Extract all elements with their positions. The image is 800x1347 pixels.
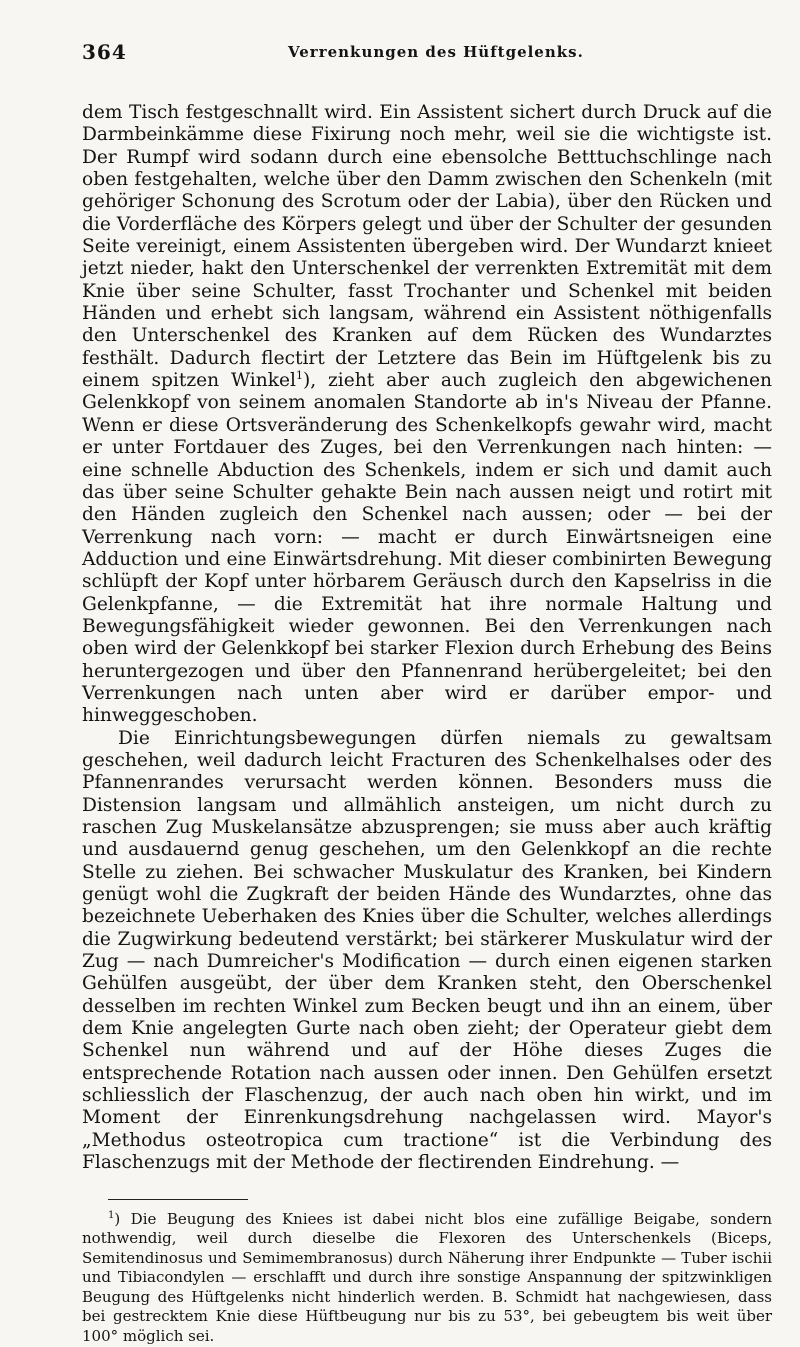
page-number: 364 <box>82 40 127 64</box>
footnote <box>82 1210 772 1347</box>
paragraph <box>82 102 772 728</box>
book-page <box>82 40 772 1347</box>
paragraph-text: dem Tisch festgeschnallt wird. Ein Assistent sichert durch Druck auf die Darmbeinkämme diese Fixirung noch mehr, weil sie die wichtigste ist. Der Rumpf wird sodann durch eine ebensolche Betttuchschlinge nach oben festgehalten, welche über den Damm zwischen den Schenkeln (mit gehöriger Schonung des Scrotum oder der Labia), über den Rücken und die Vorderfläche des Körpers gelegt und über der Schulter der gesunden Seite vereinigt, einem Assistenten übergeben wird. Der Wundarzt knieet jetzt nieder, hakt den Unterschenkel der verrenkten Extremität mit dem Knie über seine Schulter, fasst Trochanter und Schenkel mit beiden Händen und erhebt sich langsam, während ein Assistent nöthigenfalls den Unterschenkel des Kranken auf dem Rücken des Wundarztes festhält. Dadurch flectirt der Letztere das Bein im Hüftgelenk bis zu einem spitzen Winkel <box>82 102 772 392</box>
footnote-text: ) Die Beugung des Kniees ist dabei nicht blos eine zufällige Beigabe, sondern nothwendig, weil durch dieselbe die Flexoren des Unterschenkels (Biceps, Semitendinosus und Semimembranosus) durch Näherung ihrer Endpunkte — Tuber ischii und Tibiacondylen — erschlafft und durch ihre sonstige Anspannung der spitzwinkligen Beugung des Hüftgelenks nicht hinderlich werden. B. Schmidt hat nachgewiesen, dass bei gestrecktem Knie diese Hüftbeugung nur bis zu 53°, bei gebeugtem bis weit über 100° möglich sei. <box>82 1209 772 1346</box>
footnote-reference: 1 <box>295 368 303 382</box>
page-header <box>82 40 772 66</box>
running-title: Verrenkungen des Hüftgelenks. <box>288 43 584 61</box>
paragraph-text: ), zieht aber auch zugleich den abgewichenen Gelenkkopf von seinem anomalen Standorte ab in's Niveau der Pfanne. Wenn er diese Ortsveränderung des Schenkelkopfs gewahr wird, macht er unter Fortdauer des Zuges, bei den Verrenkungen nach hinten: — eine schnelle Abduction des Schenkels, indem er sich und damit auch das über seine Schulter gehakte Bein nach aussen neigt und rotirt mit den Händen zugleich den Schenkel nach aussen; oder — bei der Verrenkung nach vorn: — macht er durch Einwärtsneigen eine Adduction und eine Einwärtsdrehung. Mit dieser combinirten Bewegung schlüpft der Kopf unter hörbarem Geräusch durch den Kapselriss in die Gelenkpfanne, — die Extremität hat ihre normale Haltung und Bewegungsfähigkeit wieder gewonnen. Bei den Verrenkungen nach oben wird der Gelenkkopf bei starker Flexion durch Erhebung des Beins heruntergezogen und über den Pfannenrand herübergeleitet; bei den Verrenkungen nach unten aber wird er darüber empor- und hinweggeschoben. <box>82 370 772 727</box>
main-text <box>82 102 772 1175</box>
footnote-mark: 1 <box>108 1209 115 1221</box>
footnote-divider <box>108 1199 248 1200</box>
paragraph: Die Einrichtungsbewegungen dürfen niemals zu gewaltsam geschehen, weil dadurch leicht Fracturen des Schenkelhalses oder des Pfannenrandes verursacht werden können. Besonders muss die Distension langsam und allmählich ansteigen, um nicht durch zu raschen Zug Muskelansätze abzusprengen; sie muss aber auch kräftig und ausdauernd genug geschehen, um den Gelenkkopf an die rechte Stelle zu ziehen. Bei schwacher Muskulatur des Kranken, bei Kindern genügt wohl die Zugkraft der beiden Hände des Wundarztes, ohne das bezeichnete Ueberhaken des Knies über die Schulter, welches allerdings die Zugwirkung bedeutend verstärkt; bei stärkerer Muskulatur wird der Zug — nach Dumreicher's Modification — durch einen eigenen starken Gehülfen ausgeübt, der über dem Kranken steht, den Oberschenkel desselben im rechten Winkel zum Becken beugt und ihn an einem, über dem Knie angelegten Gurte nach oben zieht; der Operateur giebt dem Schenkel nun während und auf der Höhe dieses Zuges die entsprechende Rotation nach aussen oder innen. Den Gehülfen ersetzt schliesslich der Flaschenzug, der auch nach oben hin wirkt, und im Moment der Einrenkungsdrehung nachgelassen wird. Mayor's „Methodus osteotropica cum tractione“ ist die Verbindung des Flaschenzugs mit der Methode der flectirenden Eindrehung. — <box>82 727 772 1174</box>
